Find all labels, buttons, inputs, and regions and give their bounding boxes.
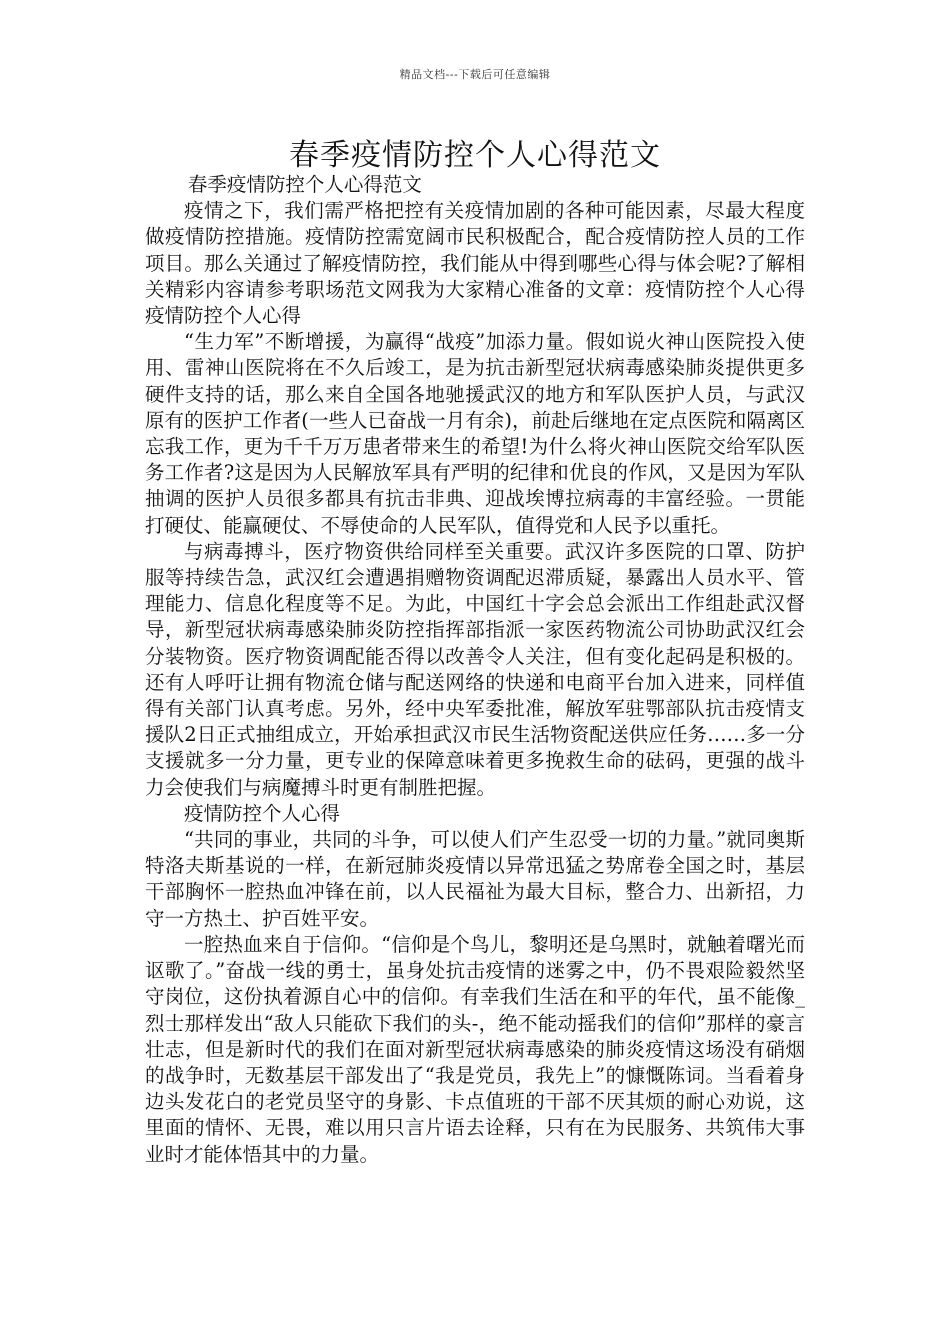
document-subtitle: 春季疫情防控个人心得范文 [187, 173, 422, 196]
paragraph-intro: 疫情之下，我们需严格把控有关疫情加剧的各种可能因素，尽最大程度做疫情防控措施。疫情防控需宽阔市民积极配合，配合疫情防控人员的工作项目。那么关通过了解疫情防控，我们能从中得到哪些心得与体会呢?了解相关精彩内容请参考职场范文网我为大家精心准备的文章：疫情防控个人心得疫情防控个人心得 [145, 199, 805, 328]
document-body [145, 172, 805, 1168]
section-heading: 疫情防控个人心得 [184, 801, 341, 825]
paragraph-faith: 一腔热血来自于信仰。“信仰是个鸟儿，黎明还是乌黑时，就触着曙光而讴歌了。”奋战一线的勇士，虽身处抗击疫情的迷雾之中，仍不畏艰险毅然坚守岗位，这份执着源自心中的信仰。有幸我们生活在和平的年代，虽不能像_烈士那样发出“敌人只能砍下我们的头-，绝不能动摇我们的信仰”那样的豪言壮志，但是新时代的我们在面对新型冠状病毒感染的肺炎疫情这场没有硝烟的战争时，无数基层干部发出了“我是党员，我先上”的慷慨陈词。当看着身边头发花白的老党员坚守的身影、卡点值班的干部不厌其烦的耐心劝说，这里面的情怀、无畏，难以用只言片语去诠释，只有在为民服务、共筑伟大事业时才能体悟其中的力量。 [145, 932, 805, 1166]
paragraph-common-cause: “共同的事业，共同的斗争，可以使人们产生忍受一切的力量。”就同奥斯特洛夫斯基说的一样，在新冠肺炎疫情以异常迅猛之势席卷全国之时，基层干部胸怀一腔热血冲锋在前，以人民福祉为最大目标，整合力、出新招，力守一方热土、护百姓平安。 [145, 828, 805, 930]
paragraph-reinforcements: “生力军”不断增援，为赢得“战疫”加添力量。假如说火神山医院投入使用、雷神山医院将在不久后竣工，是为抗击新型冠状病毒感染肺炎提供更多硬件支持的话，那么来自全国各地驰援武汉的地方和军队医护人员，与武汉原有的医护工作者(一些人已奋战一月有余)，前赴后继地在定点医院和隔离区忘我工作，更为千千万万患者带来生的希望!为什么将火神山医院交给军队医务工作者?这是因为人民解放军具有严明的纪律和优良的作风，又是因为军队抽调的医护人员很多都具有抗击非典、迎战埃博拉病毒的丰富经验。一贯能打硬仗、能赢硬仗、不辱使命的人民军队，值得党和人民予以重托。 [145, 330, 805, 537]
paragraph-medical-supplies: 与病毒搏斗，医疗物资供给同样至关重要。武汉许多医院的口罩、防护服等持续告急，武汉红会遭遇捐赠物资调配迟滞质疑，暴露出人员水平、管理能力、信息化程度等不足。为此，中国红十字会总会派出工作组赴武汉督导，新型冠状病毒感染肺炎防控指挥部指派一家医药物流公司协助武汉红会分装物资。医疗物资调配能否得以改善令人关注，但有变化起码是积极的。还有人呼吁让拥有物流仓储与配送网络的快递和电商平台加入进来，同样值得有关部门认真考虑。另外，经中央军委批准，解放军驻鄂部队抗击疫情支援队2日正式抽组成立，开始承担武汉市民生活物资配送供应任务……多一分支援就多一分力量，更专业的保障意味着更多挽救生命的砝码，更强的战斗力会使我们与病魔搏斗时更有制胜把握。 [145, 539, 805, 799]
page-header-note: 精品文档---下载后可任意编辑 [399, 68, 551, 81]
document-title: 春季疫情防控个人心得范文 [289, 138, 661, 173]
